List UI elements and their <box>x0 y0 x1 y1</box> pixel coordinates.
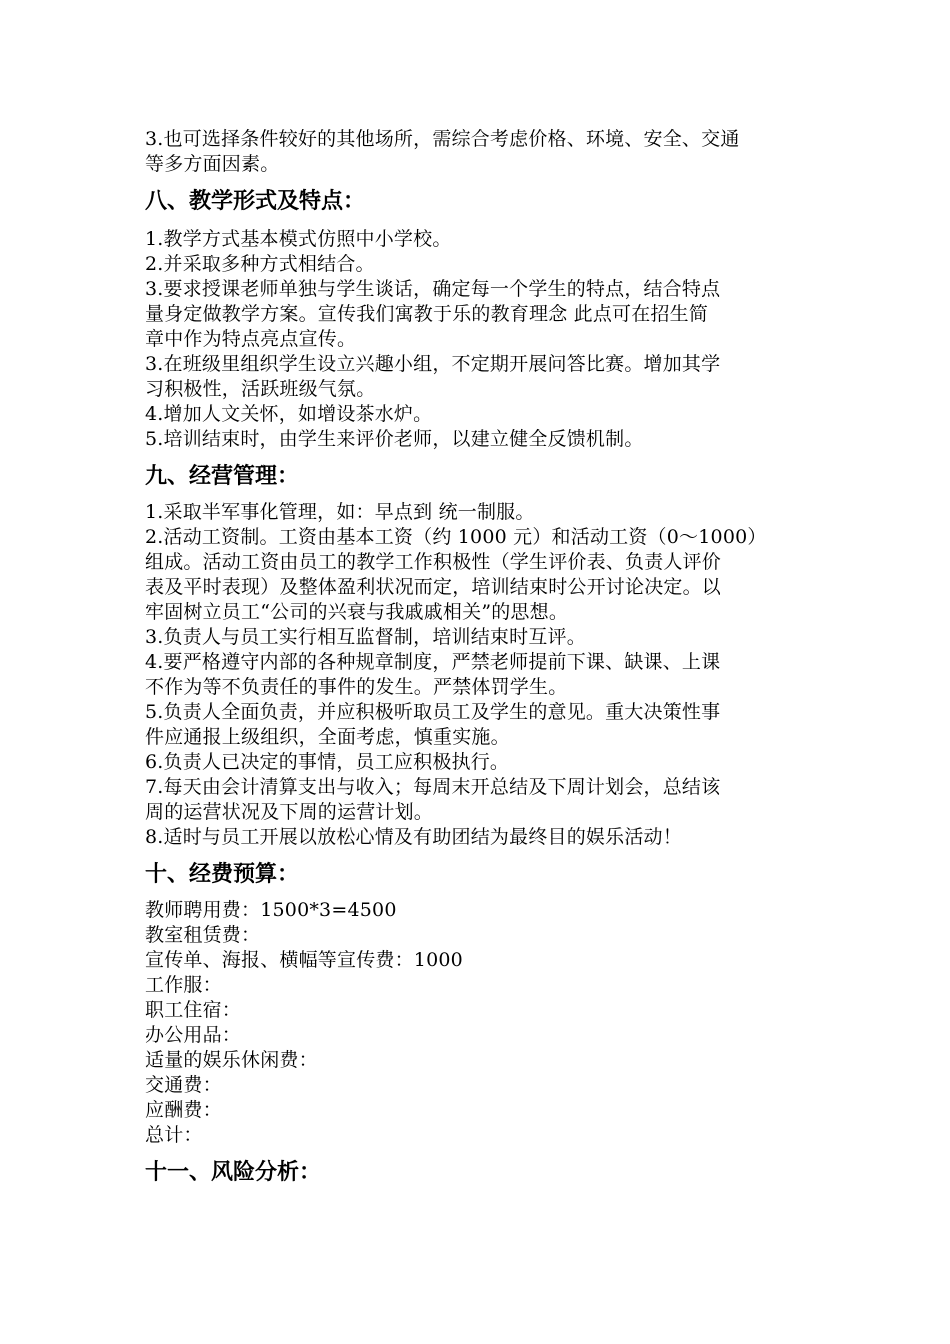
paragraph-line: 1.采取半军事化管理，如：早点到 统一制服。 <box>145 501 535 523</box>
paragraph-line: 2.并采取多种方式相结合。 <box>145 253 375 275</box>
paragraph-line: 不作为等不负责任的事件的发生。严禁体罚学生。 <box>145 676 568 698</box>
section-heading-teaching: 八、教学形式及特点： <box>145 189 366 214</box>
budget-line: 职工住宿： <box>145 999 242 1021</box>
paragraph-line: 3.在班级里组织学生设立兴趣小组，不定期开展问答比赛。增加其学 <box>145 353 721 375</box>
intro-line: 3.也可选择条件较好的其他场所，需综合考虑价格、环境、安全、交通 <box>145 128 740 150</box>
paragraph-line: 4.增加人文关怀，如增设茶水炉。 <box>145 403 433 425</box>
budget-line: 适量的娱乐休闲费： <box>145 1049 318 1071</box>
paragraph-line: 4.要严格遵守内部的各种规章制度，严禁老师提前下课、缺课、上课 <box>145 651 721 673</box>
paragraph-line: 5.培训结束时，由学生来评价老师，以建立健全反馈机制。 <box>145 428 644 450</box>
budget-line: 工作服： <box>145 974 222 996</box>
budget-line: 应酬费： <box>145 1099 222 1121</box>
budget-line: 宣传单、海报、横幅等宣传费：1000 <box>145 949 463 971</box>
paragraph-line: 1.教学方式基本模式仿照中小学校。 <box>145 228 452 250</box>
section-heading-management: 九、经营管理： <box>145 464 300 489</box>
budget-line: 教室租赁费： <box>145 924 261 946</box>
budget-line: 办公用品： <box>145 1024 242 1046</box>
intro-line: 等多方面因素。 <box>145 153 280 175</box>
paragraph-line: 3.要求授课老师单独与学生谈话，确定每一个学生的特点，结合特点 <box>145 278 721 300</box>
paragraph-line: 8.适时与员工开展以放松心情及有助团结为最终目的娱乐活动！ <box>145 826 682 848</box>
paragraph-line: 量身定做教学方案。宣传我们寓教于乐的教育理念 此点可在招生简 <box>145 303 709 325</box>
paragraph-line: 表及平时表现）及整体盈利状况而定，培训结束时公开讨论决定。以 <box>145 576 722 598</box>
paragraph-line: 件应通报上级组织，全面考虑，慎重实施。 <box>145 726 510 748</box>
paragraph-line: 习积极性，活跃班级气氛。 <box>145 378 376 400</box>
paragraph-line: 章中作为特点亮点宣传。 <box>145 328 357 350</box>
paragraph-line: 组成。活动工资由员工的教学工作积极性（学生评价表、负责人评价 <box>145 551 722 573</box>
paragraph-line: 2.活动工资制。工资由基本工资（约 1000 元）和活动工资（0～1000） <box>145 526 767 548</box>
section-heading-risk: 十一、风险分析： <box>145 1160 322 1185</box>
budget-line: 教师聘用费：1500*3=4500 <box>145 899 397 921</box>
budget-line: 交通费： <box>145 1074 222 1096</box>
paragraph-line: 周的运营状况及下周的运营计划。 <box>145 801 434 823</box>
budget-line: 总计： <box>145 1124 203 1146</box>
section-heading-budget: 十、经费预算： <box>145 862 300 887</box>
paragraph-line: 7.每天由会计清算支出与收入；每周末开总结及下周计划会，总结该 <box>145 776 721 798</box>
paragraph-line: 5.负责人全面负责，并应积极听取员工及学生的意见。重大决策性事 <box>145 701 721 723</box>
paragraph-line: 牢固树立员工“公司的兴衰与我戚戚相关”的思想。 <box>145 601 569 623</box>
paragraph-line: 3.负责人与员工实行相互监督制，培训结束时互评。 <box>145 626 586 648</box>
paragraph-line: 6.负责人已决定的事情，员工应积极执行。 <box>145 751 510 773</box>
